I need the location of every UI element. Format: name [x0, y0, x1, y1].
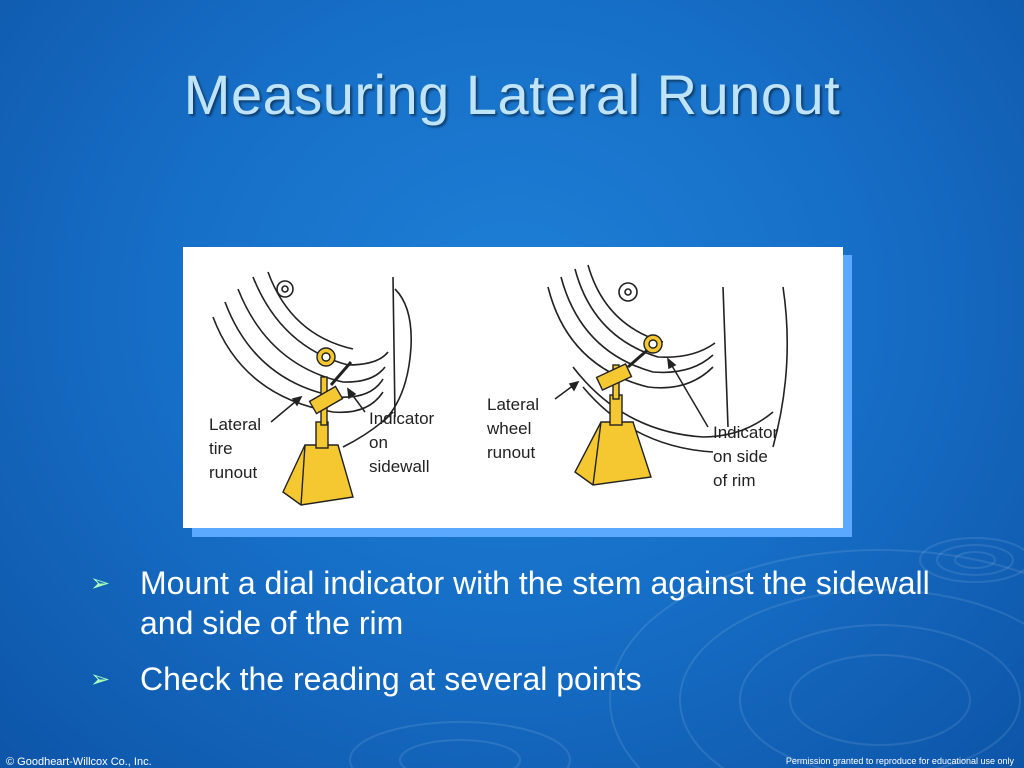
bullet-text: Mount a dial indicator with the stem against the sidewall and side of the rim: [140, 565, 930, 641]
label-indicator-on-side-of-rim: Indicator on side of rim: [713, 423, 779, 490]
bullet-list: [90, 563, 990, 715]
list-item: [90, 563, 990, 643]
footer-copyright: © Goodheart-Willcox Co., Inc.: [6, 756, 152, 768]
dial-indicator-icon: [283, 348, 353, 505]
label-lateral-tire-runout: Lateral tire runout: [209, 415, 261, 482]
label-indicator-on-sidewall: Indicator on sidewall: [369, 409, 435, 476]
bullet-text: Check the reading at several points: [140, 661, 642, 697]
arrow-bullet-icon: ➢: [90, 570, 111, 597]
footer-permission: Permission granted to reproduce for educational use only: [785, 756, 1014, 766]
page-title: Measuring Lateral Runout: [183, 63, 841, 126]
runout-illustration: [183, 247, 843, 528]
arrow-bullet-icon: ➢: [90, 666, 111, 693]
label-lateral-wheel-runout: Lateral wheel runout: [487, 395, 539, 462]
list-item: [90, 659, 990, 699]
